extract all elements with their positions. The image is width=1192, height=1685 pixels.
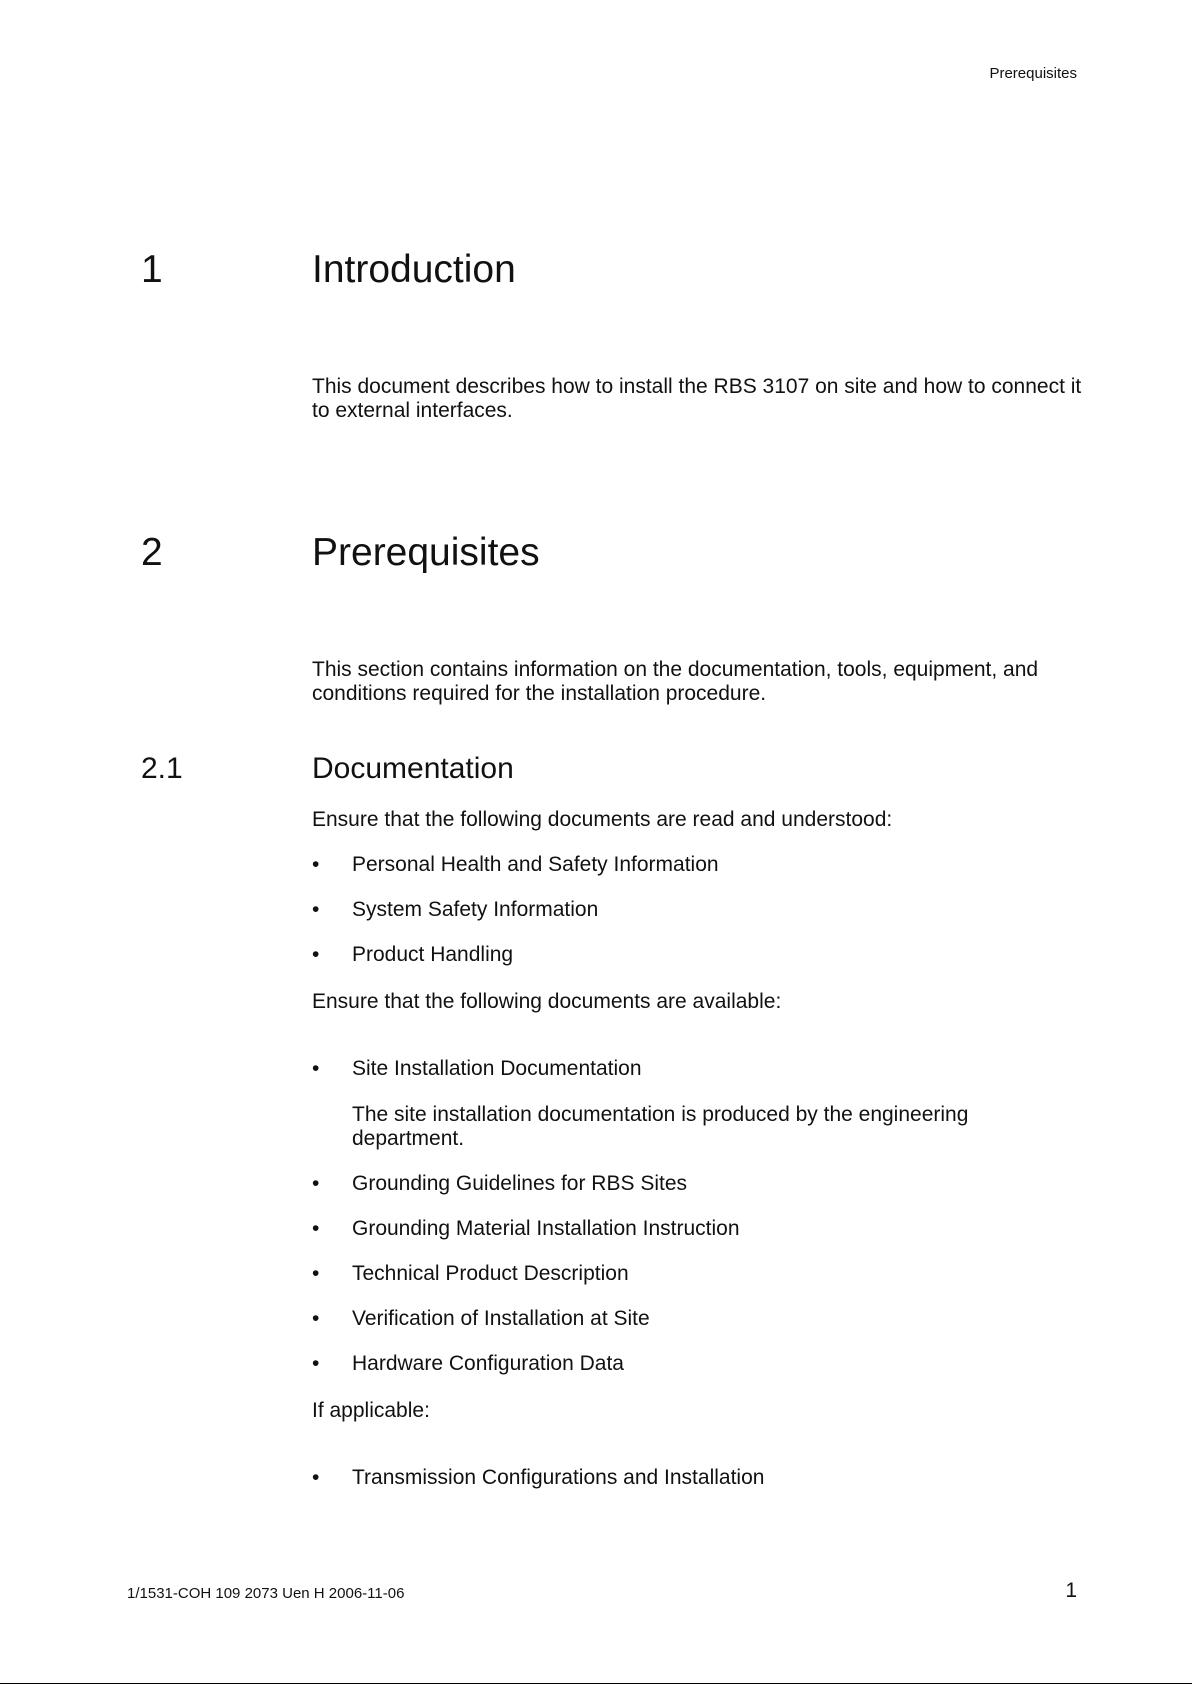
bullet-icon: • (312, 1262, 320, 1285)
section-1-body: This document describes how to install the RBS 3107 on site and how to connect it to external interfaces. (312, 375, 1082, 422)
bullet-icon: • (312, 1352, 320, 1375)
section-2-1-number: 2.1 (141, 752, 183, 785)
section-2-1-title: Documentation (312, 752, 514, 785)
bullet-icon: • (312, 943, 320, 966)
bullet-icon: • (312, 898, 320, 921)
bullet-icon: • (312, 1057, 320, 1080)
section-1-title: Introduction (312, 248, 516, 291)
footer-page-number: 1 (1065, 1579, 1077, 1602)
section-2-title: Prerequisites (312, 531, 540, 574)
applicable-lead-text: If applicable: (312, 1399, 430, 1422)
bullet-icon: • (312, 1217, 320, 1240)
section-2-number: 2 (141, 531, 163, 574)
bullet-icon: • (312, 853, 320, 876)
footer-document-id: 1/1531-COH 109 2073 Uen H 2006-11-06 (127, 1585, 405, 1602)
available-lead-text: Ensure that the following documents are available: (312, 990, 782, 1013)
bottom-rule (0, 1683, 1192, 1684)
read-lead-text: Ensure that the following documents are read and understood: (312, 808, 893, 831)
section-1-number: 1 (141, 248, 163, 291)
section-2-body: This section contains information on the documentation, tools, equipment, and conditions required for the installation procedure. (312, 658, 1039, 705)
running-header: Prerequisites (989, 65, 1077, 82)
site-install-note: The site installation documentation is produced by the engineering department. (352, 1103, 969, 1150)
bullet-icon: • (312, 1466, 320, 1489)
bullet-icon: • (312, 1172, 320, 1195)
bullet-icon: • (312, 1307, 320, 1330)
